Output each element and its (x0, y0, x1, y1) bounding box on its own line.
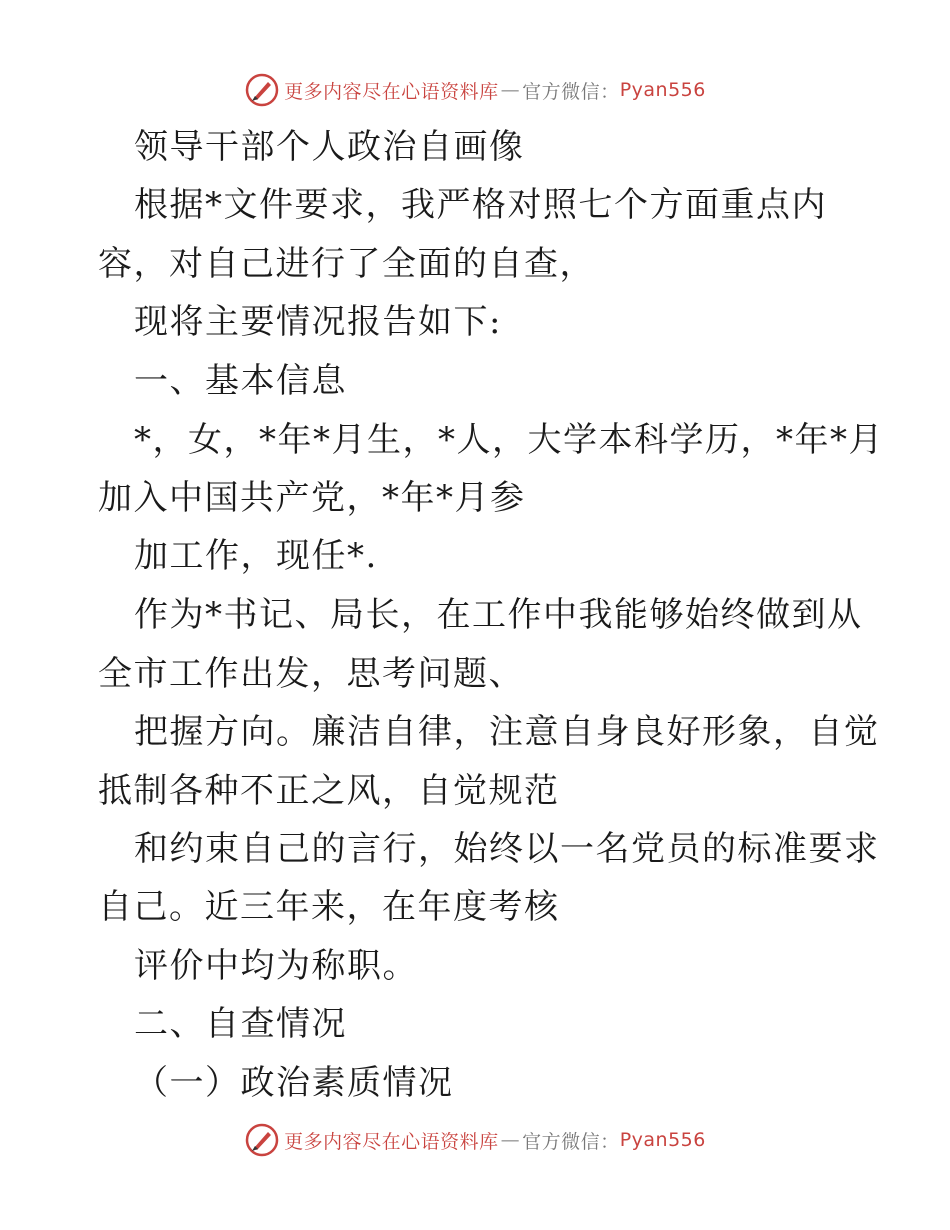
section-heading: 二、自查情况 (134, 1004, 347, 1044)
subsection-heading: （一）政治素质情况 (134, 1063, 454, 1103)
paragraph-line: 评价中均为称职。 (134, 946, 418, 986)
paragraph-line: 现将主要情况报告如下: (134, 302, 502, 342)
footer-watermark (0, 1120, 950, 1160)
watermark-separator: — (500, 79, 521, 101)
watermark-text: 更多内容尽在心语资料库 (284, 1130, 499, 1153)
watermark-handle: Pyan556 (619, 1129, 706, 1151)
watermark-handle: Pyan556 (619, 79, 706, 101)
paragraph-line: *，女，*年*月生，*人，大学本科学历，*年*月 (134, 420, 884, 460)
paragraph-line: 自己。近三年来，在年度考核 (98, 887, 560, 927)
header-watermark (0, 70, 950, 110)
document-title: 领导干部个人政治自画像 (134, 127, 525, 167)
paragraph-line: 全市工作出发，思考问题、 (98, 654, 524, 694)
watermark-label: 官方微信： (522, 80, 620, 103)
paragraph-line: 根据*文件要求，我严格对照七个方面重点内 (134, 185, 827, 225)
section-heading: 一、基本信息 (134, 361, 347, 401)
watermark-label: 官方微信： (522, 1130, 620, 1153)
paragraph-line: 加工作，现任*. (134, 536, 378, 576)
pen-nib-circle-icon (244, 1122, 280, 1158)
watermark-separator: — (500, 1129, 521, 1151)
paragraph-line: 抵制各种不正之风，自觉规范 (98, 771, 560, 811)
pen-nib-circle-icon (244, 72, 280, 108)
paragraph-line: 把握方向。廉洁自律，注意自身良好形象，自觉 (134, 712, 880, 752)
paragraph-line: 作为*书记、局长，在工作中我能够始终做到从 (134, 595, 863, 635)
paragraph-line: 和约束自己的言行，始终以一名党员的标准要求 (134, 829, 880, 869)
paragraph-line: 容，对自己进行了全面的自查， (98, 244, 595, 284)
watermark-text: 更多内容尽在心语资料库 (284, 80, 499, 103)
paragraph-line: 加入中国共产党，*年*月参 (98, 478, 526, 518)
